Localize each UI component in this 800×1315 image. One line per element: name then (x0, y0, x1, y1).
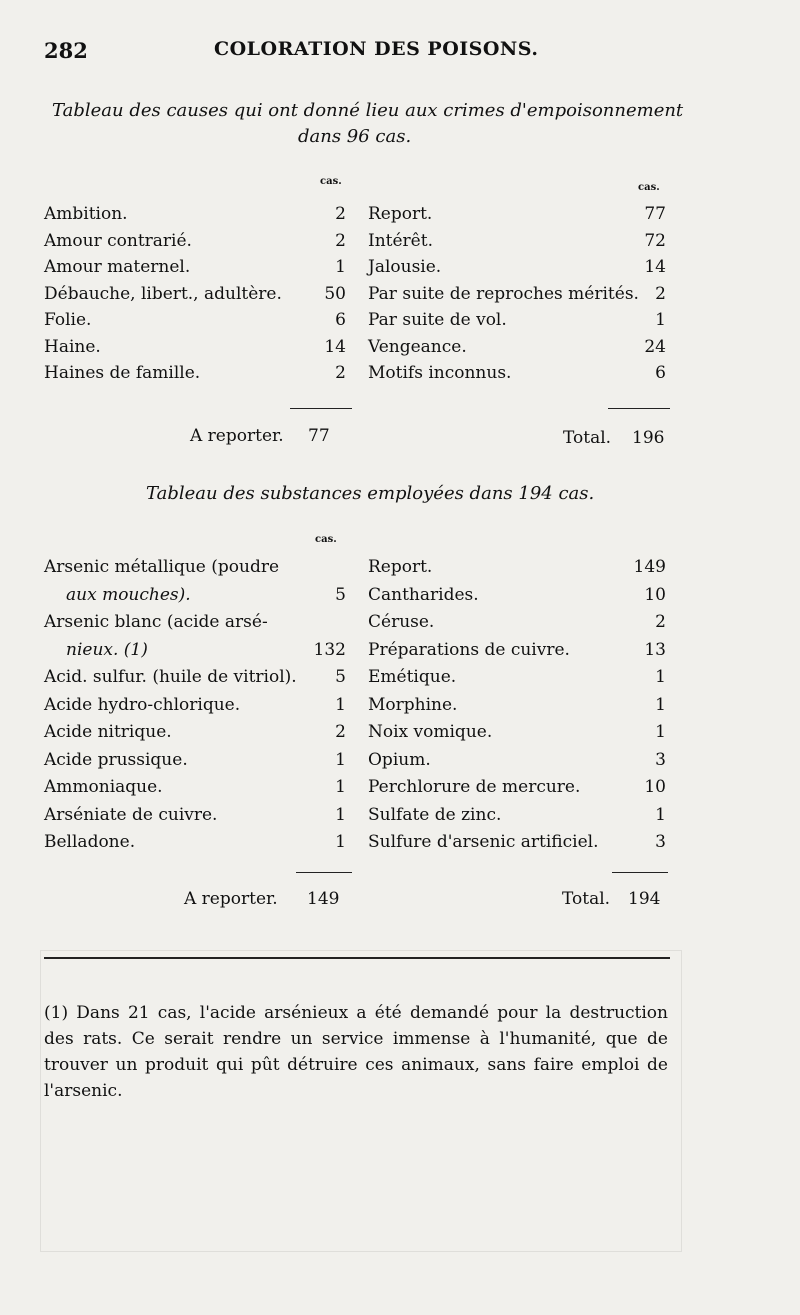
table-row-value: 1 (655, 310, 666, 330)
table-row-value: 149 (633, 557, 666, 577)
table-row-label: Arsenic métallique (poudre (44, 557, 280, 577)
table-row-value: 2 (335, 230, 346, 251)
table2-total-value: 194 (628, 889, 661, 909)
table-row-label: Arséniate de cuivre. (44, 804, 218, 825)
table-row-value: 1 (655, 667, 666, 687)
table-row-label: Céruse. (368, 612, 435, 632)
table-row-label: Intérêt. (368, 230, 433, 251)
table1-total-label: Total. (563, 428, 612, 448)
table-row-value: 14 (644, 257, 666, 277)
table-row-value: 1 (655, 804, 666, 825)
table-row-label: Sulfure d'arsenic artificiel. (368, 832, 599, 852)
table-row-value: 1 (335, 749, 346, 770)
table-row-value: 3 (655, 832, 666, 852)
table-row-label: Folie. (44, 310, 92, 330)
table-row-value: 1 (335, 804, 346, 825)
table-row-label: Préparations de cuivre. (368, 639, 570, 660)
table1-col-header-left: cas. (320, 176, 342, 187)
table-row-value: 6 (655, 363, 666, 383)
table1-carry-label: A reporter. (190, 426, 284, 446)
table-row-label: Acide nitrique. (44, 722, 172, 742)
table-row-label: Acid. sulfur. (huile de vitriol). (44, 667, 297, 687)
table-row-value: 2 (655, 283, 666, 304)
table-row-value: 1 (335, 832, 346, 852)
table-row-value: 1 (335, 777, 346, 797)
table-row-value: 6 (335, 310, 346, 330)
table-row-value: 2 (335, 722, 346, 742)
table-row-label: Cantharides. (368, 584, 479, 605)
table-row-value: 132 (313, 639, 346, 660)
table-row-label: Ammoniaque. (44, 777, 163, 797)
running-header: COLORATION DES POISONS. (214, 38, 539, 60)
table2-total-label: Total. (562, 889, 611, 909)
table-row-label: Report. (368, 557, 433, 577)
table-row-value: 24 (644, 336, 666, 357)
table-row-value: 77 (644, 204, 666, 224)
table2-title: Tableau des substances employées dans 194 cas. (146, 483, 595, 504)
table2-col-header: cas. (315, 534, 337, 545)
table-row-value: 5 (335, 584, 346, 605)
table1-col-header-right: cas. (638, 182, 660, 193)
table-row-value: 13 (644, 639, 666, 660)
table-row-value: 5 (335, 667, 346, 687)
table-row-label: Acide prussique. (44, 749, 188, 770)
table-row-label: Débauche, libert., adultère. (44, 283, 282, 304)
table-row-label: Acide hydro-chlorique. (44, 694, 241, 715)
table-row-label: Morphine. (368, 694, 458, 715)
table2-carry-label: A reporter. (184, 889, 278, 909)
table-row-label: aux mouches). (66, 584, 191, 605)
table2-left-sum-rule (296, 872, 352, 873)
table-row-label: nieux. (1) (66, 639, 148, 660)
table-row-label: Perchlorure de mercure. (368, 777, 581, 797)
table2-right-sum-rule (612, 872, 668, 873)
table-row-value: 50 (324, 283, 346, 304)
table-row-label: Par suite de reproches mérités. (368, 283, 639, 304)
table-row-value: 1 (655, 722, 666, 742)
table-row-label: Belladone. (44, 832, 136, 852)
table-row-value: 3 (655, 749, 666, 770)
table-row-label: Vengeance. (368, 336, 467, 357)
table1-title-line2: dans 96 cas. (298, 126, 412, 147)
table-row-value: 72 (644, 230, 666, 251)
table-row-label: Opium. (368, 749, 431, 770)
table-row-value: 2 (335, 363, 346, 383)
table2-carry-value: 149 (307, 889, 340, 909)
table-row-label: Noix vomique. (368, 722, 493, 742)
table-row-label: Haines de famille. (44, 363, 201, 383)
table-row-label: Sulfate de zinc. (368, 804, 502, 825)
table-row-label: Emétique. (368, 667, 457, 687)
table-row-label: Jalousie. (368, 257, 442, 277)
table-row-label: Haine. (44, 336, 101, 357)
table1-right-sum-rule (608, 408, 670, 409)
table-row-value: 2 (655, 612, 666, 632)
table-row-value: 1 (655, 694, 666, 715)
table-row-label: Amour contrarié. (44, 230, 192, 251)
table1-carry-value: 77 (308, 426, 330, 446)
table-row-label: Arsenic blanc (acide arsé- (44, 612, 268, 632)
table-row-label: Ambition. (44, 204, 128, 224)
footnote: (1) Dans 21 cas, l'acide arsénieux a été demandé pour la destruction des rats. Ce serait rendre un service immense à l'humanité, que de trouver un produit qui pût détruire ces animaux, sans faire emploi de l'arsenic. (44, 1003, 668, 1101)
table-row-value: 10 (644, 777, 666, 797)
page-number: 282 (44, 38, 88, 63)
table-row-label: Par suite de vol. (368, 310, 507, 330)
table-row-value: 2 (335, 204, 346, 224)
footnote-rule (44, 957, 670, 959)
table-row-label: Report. (368, 204, 433, 224)
table-row-value: 1 (335, 694, 346, 715)
table-row-label: Amour maternel. (44, 257, 191, 277)
table-row-value: 14 (324, 336, 346, 357)
table-row-value: 1 (335, 257, 346, 277)
table1-total-value: 196 (632, 428, 665, 448)
table-row-value: 10 (644, 584, 666, 605)
table1-left-sum-rule (290, 408, 352, 409)
table-row-label: Motifs inconnus. (368, 363, 512, 383)
table1-title-line1: Tableau des causes qui ont donné lieu aux crimes d'empoisonnement (52, 100, 684, 121)
